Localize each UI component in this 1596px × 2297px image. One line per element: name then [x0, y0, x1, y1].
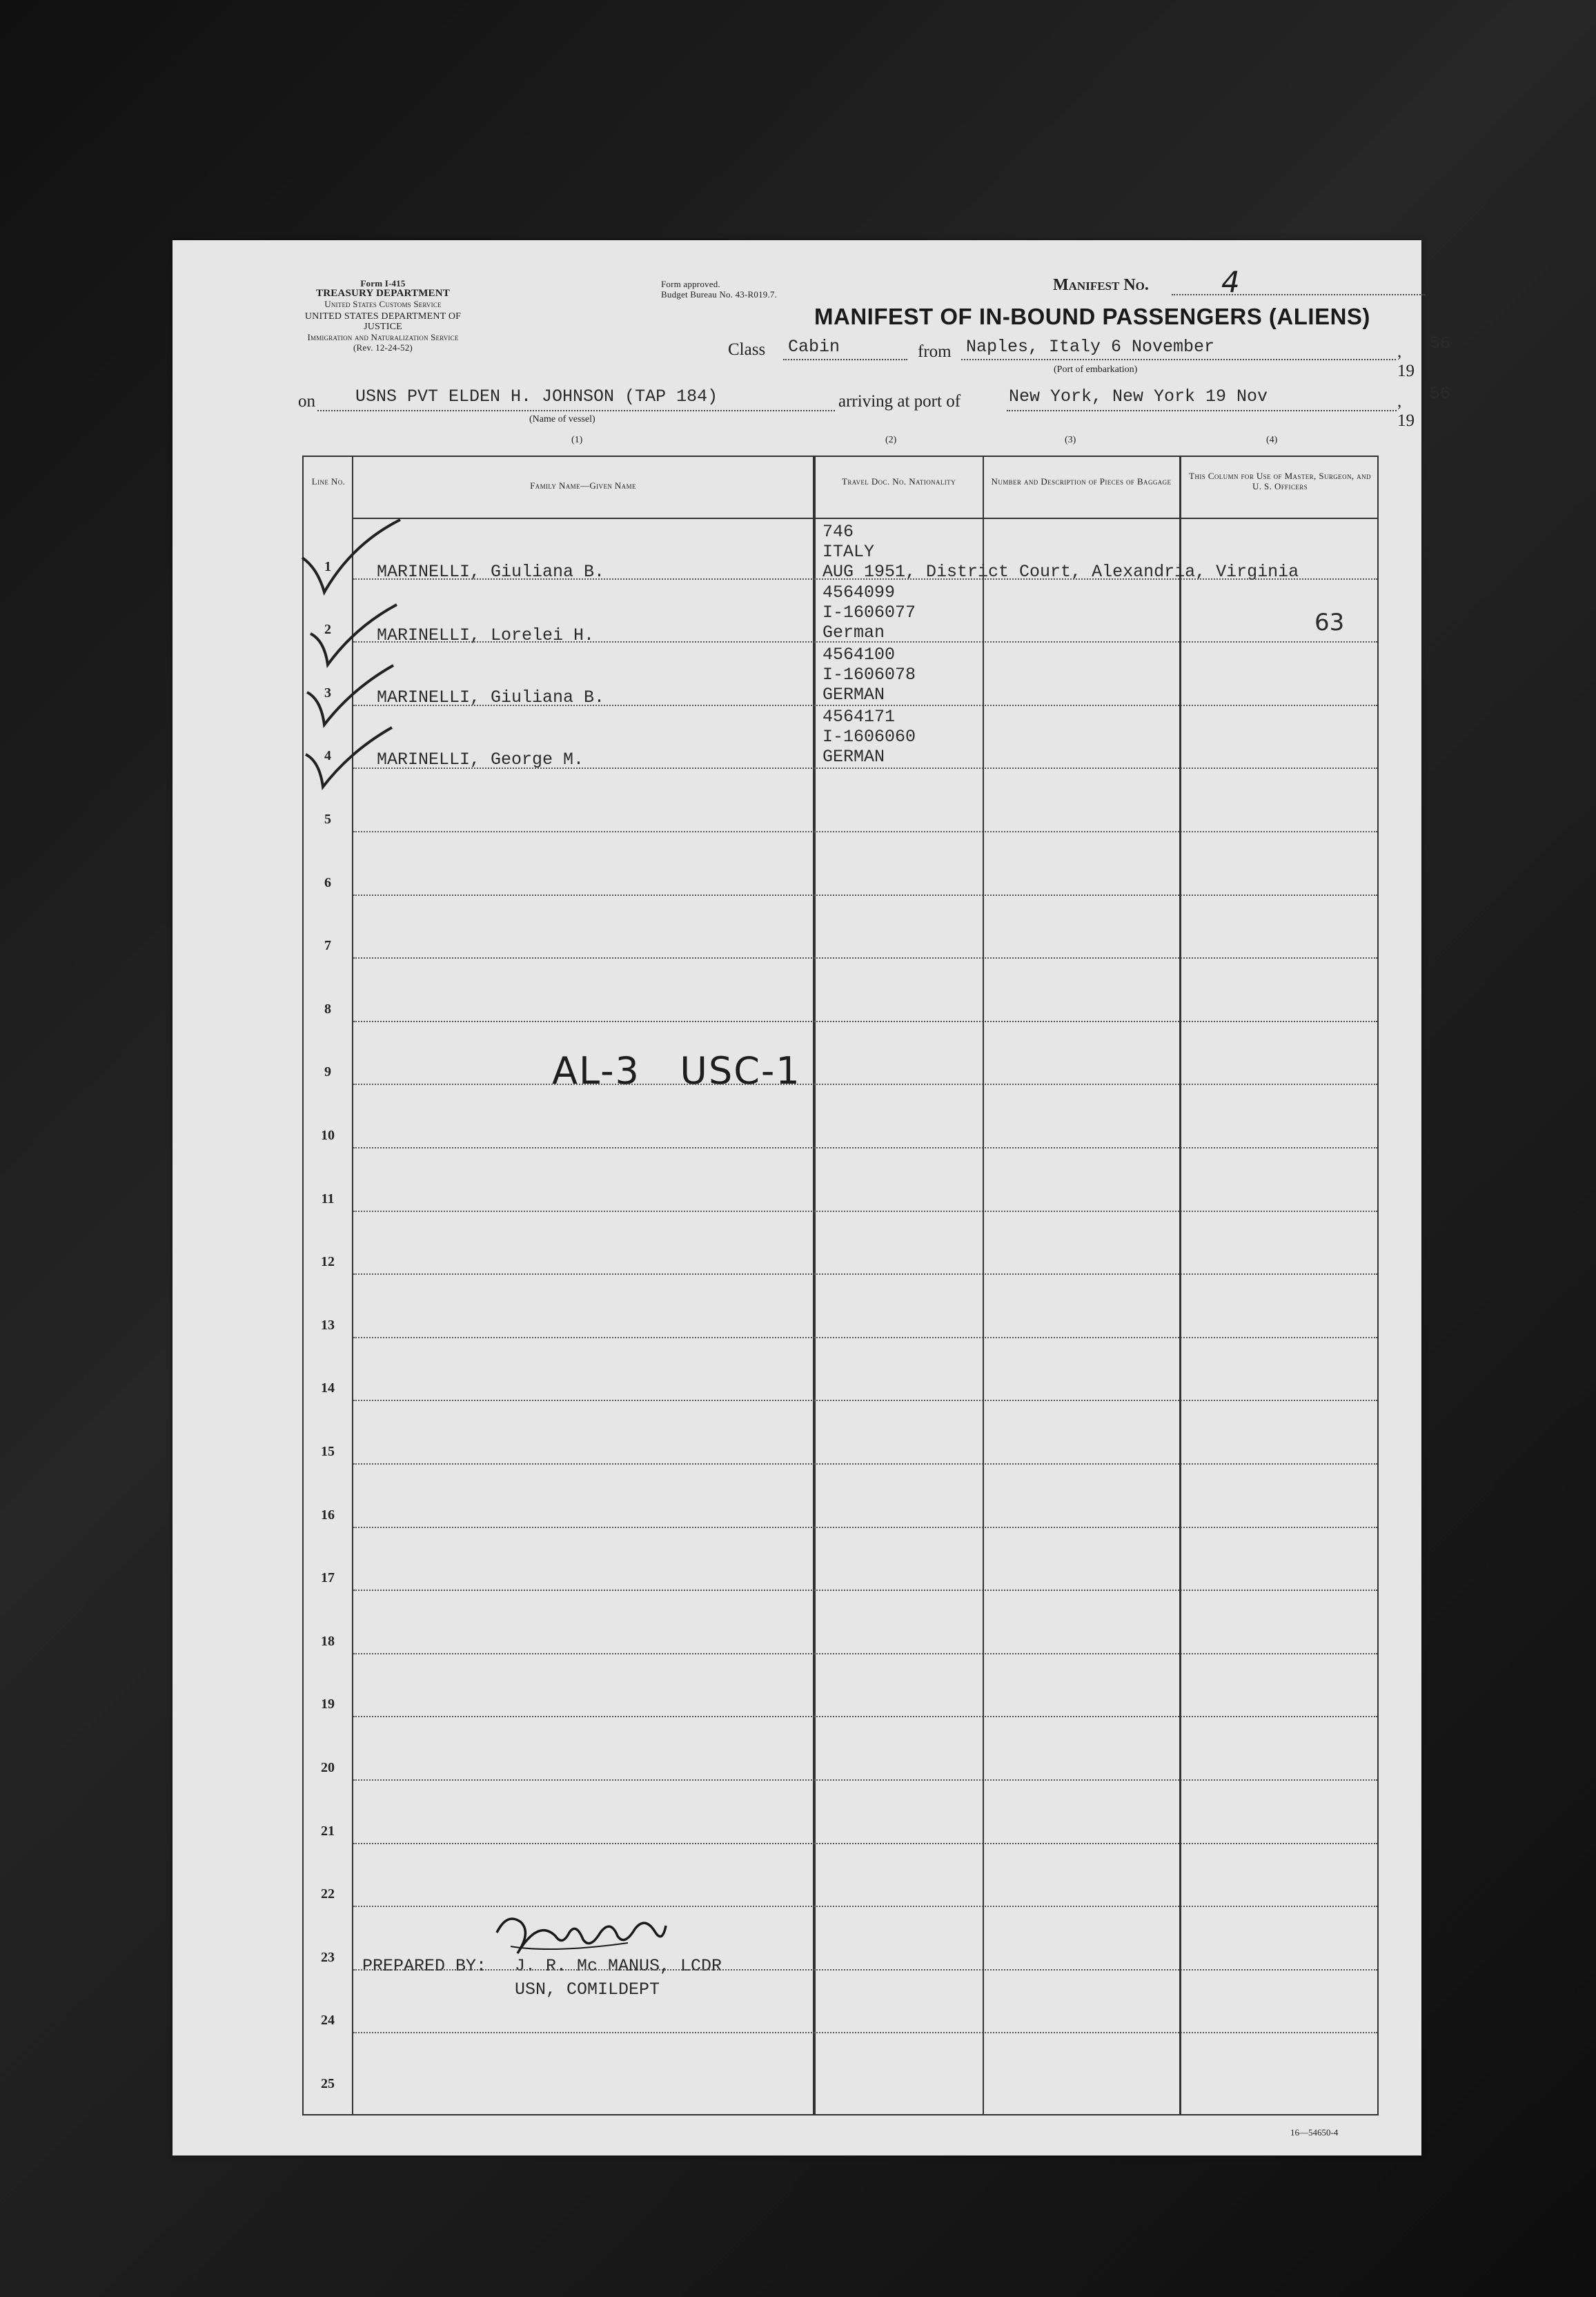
class-label: Class — [728, 340, 766, 359]
line-number: 23 — [321, 1949, 335, 1965]
row-rule — [353, 578, 1377, 580]
ins-label: Immigration and Naturalization Service — [307, 332, 459, 342]
line-number: 18 — [321, 1633, 335, 1649]
line-number: 5 — [324, 812, 331, 827]
col-num-2: (2) — [885, 435, 897, 445]
line-number: 20 — [321, 1760, 335, 1775]
signature-icon — [490, 1905, 669, 1967]
line-number: 4 — [324, 748, 331, 764]
line-number: 3 — [324, 685, 331, 701]
row-rule — [353, 1969, 1377, 1971]
line-number: 9 — [324, 1064, 331, 1080]
manifest-no-label: Manifest No. — [1053, 276, 1149, 294]
line-number: 17 — [321, 1570, 335, 1586]
manifest-title: MANIFEST OF IN-BOUND PASSENGERS (ALIENS) — [814, 304, 1370, 329]
prepared-name: J. R. Mc MANUS, LCDR — [515, 1956, 722, 1976]
row-rule — [353, 1653, 1377, 1654]
row-rule — [353, 641, 1377, 643]
row-2-name: MARINELLI, Lorelei H. — [377, 625, 595, 645]
from-line — [961, 359, 1396, 360]
row-rule — [353, 1400, 1377, 1401]
row-3-name: MARINELLI, Giuliana B. — [377, 687, 605, 707]
prepared-unit: USN, COMILDEPT — [515, 1980, 660, 2000]
row-rule — [353, 1843, 1377, 1844]
line-number: 16 — [321, 1507, 335, 1523]
vessel-value: USNS PVT ELDEN H. JOHNSON (TAP 184) — [355, 387, 718, 407]
row-rule — [353, 1084, 1377, 1085]
row-rule — [353, 705, 1377, 706]
row-1-name: MARINELLI, Giuliana B. — [377, 562, 605, 582]
row-3-doc-3: GERMAN — [822, 685, 885, 705]
manifest-page — [173, 240, 1451, 2156]
revision-label: (Rev. 12-24-52) — [353, 342, 413, 353]
line-number: 10 — [321, 1128, 335, 1143]
row-2-doc-1: 4564099 — [822, 583, 896, 603]
row-rule — [353, 1779, 1377, 1781]
port-line — [1007, 410, 1397, 411]
row-rule — [353, 1147, 1377, 1148]
class-value: Cabin — [788, 337, 840, 357]
line-number: 25 — [321, 2076, 335, 2091]
line-number: 24 — [321, 2013, 335, 2029]
form-agency-block — [300, 278, 466, 353]
row-2-officer-mark: 63 — [1314, 609, 1345, 636]
arriving-label: arriving at port of — [838, 392, 961, 411]
row-4-doc-1: 4564171 — [822, 707, 896, 727]
manifest-no-value: 4 — [1221, 265, 1240, 299]
row-rule — [353, 1337, 1377, 1338]
line-number: 7 — [324, 938, 331, 954]
row-rule — [353, 831, 1377, 832]
row-2-doc-3: German — [822, 623, 885, 643]
customs-label: United States Customs Service — [324, 299, 442, 309]
line-number: 1 — [324, 558, 331, 574]
row-rule — [353, 1021, 1377, 1022]
year-value-1: 56 — [1430, 333, 1451, 353]
row-4-doc-2: I-1606060 — [822, 727, 916, 747]
header-baggage: Number and Description of Pieces of Baggage — [991, 476, 1172, 487]
row-rule — [353, 2032, 1377, 2033]
class-line — [783, 359, 907, 360]
row-rule — [353, 1273, 1377, 1275]
row-rule — [353, 1716, 1377, 1717]
year-prefix-1: , 19 — [1397, 342, 1415, 380]
col-num-4: (4) — [1266, 435, 1278, 445]
treasury-label: TREASURY DEPARTMENT — [315, 288, 450, 299]
year-prefix-2: , 19 — [1397, 392, 1415, 430]
embark-caption: (Port of embarkation) — [1054, 364, 1138, 375]
line-number: 15 — [321, 1444, 335, 1459]
row-rule — [353, 895, 1377, 896]
budget-label: Budget Bureau No. 43-R019.7. — [661, 289, 778, 300]
row-3-doc-1: 4564100 — [822, 645, 896, 665]
prepared-label: PREPARED BY: — [362, 1956, 487, 1976]
form-approval — [661, 279, 777, 300]
row-1-doc-3: AUG 1951, District Court, Alexandria, Virginia — [822, 562, 1299, 582]
line-number: 11 — [321, 1191, 335, 1206]
row-rule — [353, 1463, 1377, 1465]
line-number: 6 — [324, 874, 331, 890]
row-rule — [353, 1590, 1377, 1591]
footer-code: 16—54650-4 — [1290, 2127, 1339, 2138]
line-number: 21 — [321, 1823, 335, 1839]
line-number: 2 — [324, 622, 331, 638]
from-value: Naples, Italy 6 November — [966, 337, 1215, 357]
header-travel: Travel Doc. No. Nationality — [842, 476, 956, 487]
on-label: on — [298, 392, 315, 411]
form-number: Form I-415 — [360, 278, 406, 289]
handwritten-note: AL-3 USC-1 — [552, 1049, 801, 1093]
year-value-2: 56 — [1430, 384, 1451, 404]
line-number: 13 — [321, 1317, 335, 1333]
line-number: 8 — [324, 1001, 331, 1017]
row-3-doc-2: I-1606078 — [822, 665, 916, 685]
header-officers: This Column for Use of Master, Surgeon, and U. S. Officers — [1189, 471, 1371, 491]
line-number: 14 — [321, 1380, 335, 1396]
port-value: New York, New York 19 Nov — [1009, 387, 1268, 407]
row-4-doc-3: GERMAN — [822, 747, 885, 767]
row-2-doc-2: I-1606077 — [822, 603, 916, 623]
col-num-3: (3) — [1065, 435, 1076, 445]
header-line-no: Line No. — [311, 476, 346, 487]
line-number: 19 — [321, 1697, 335, 1712]
row-4-name: MARINELLI, George M. — [377, 750, 584, 770]
check-mark-icon — [297, 516, 407, 599]
row-1-doc-1: 746 — [822, 522, 854, 542]
line-number: 22 — [321, 1886, 335, 1902]
row-rule — [353, 1527, 1377, 1528]
row-1-doc-2: ITALY — [822, 542, 875, 562]
manifest-no-line — [1172, 294, 1426, 295]
col-num-1: (1) — [571, 435, 583, 445]
vessel-line — [317, 410, 835, 411]
line-number: 12 — [321, 1254, 335, 1270]
justice-label: UNITED STATES DEPARTMENT OF JUSTICE — [304, 311, 462, 332]
row-rule — [353, 1211, 1377, 1212]
row-rule — [353, 957, 1377, 959]
from-label: from — [918, 342, 952, 361]
header-name: Family Name—Given Name — [530, 480, 636, 491]
row-rule — [353, 768, 1377, 769]
approved-label: Form approved. — [661, 279, 720, 289]
header-rule — [353, 518, 1377, 519]
row-rule — [353, 1906, 1377, 1907]
vessel-caption: (Name of vessel) — [529, 414, 595, 424]
